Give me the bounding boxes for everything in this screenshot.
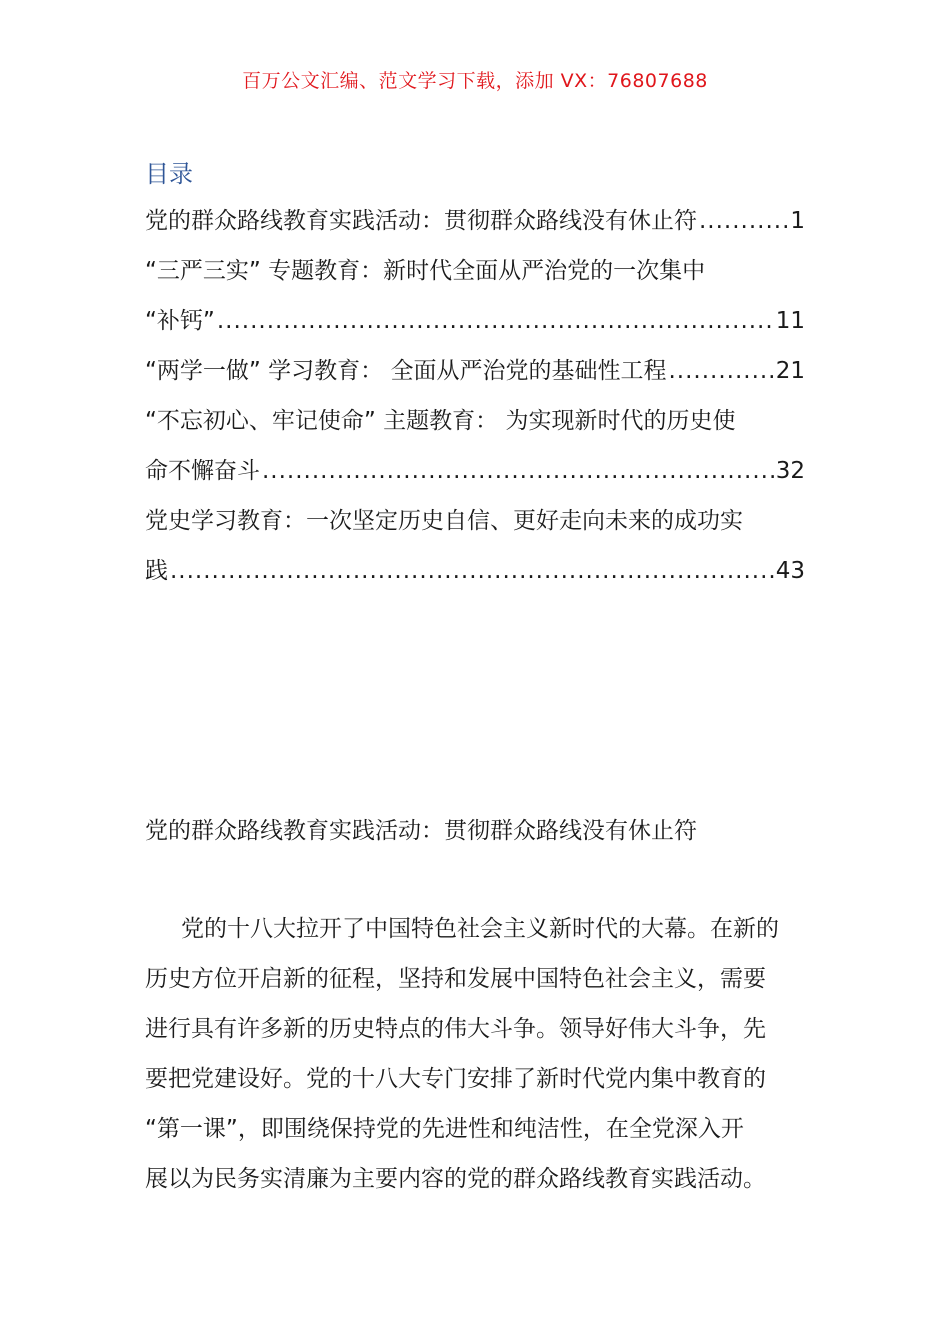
- paragraph-line: 要把党建设好。党的十八大专门安排了新时代党内集中教育的: [145, 1066, 766, 1092]
- section-heading: 党的群众路线教育实践活动：贯彻群众路线没有休止符: [145, 818, 697, 844]
- toc-leader-dots: [699, 196, 788, 246]
- toc-entry-text: 命不懈奋斗: [145, 458, 260, 484]
- paragraph-line: 党的十八大拉开了中国特色社会主义新时代的大幕。在新的: [181, 916, 779, 942]
- toc-entry-3[interactable]: [145, 346, 805, 396]
- toc-entry-4-cont[interactable]: [145, 446, 805, 496]
- toc-leader-dots: [262, 446, 774, 496]
- toc-entry-5[interactable]: [145, 496, 805, 546]
- toc-entry-text: “三严三实” 专题教育：新时代全面从严治党的一次集中: [145, 258, 706, 284]
- toc-page-number: 21: [775, 358, 805, 384]
- toc-entry-text: 践: [145, 558, 168, 584]
- toc-leader-dots: [668, 346, 773, 396]
- paragraph-line: 展以为民务实清廉为主要内容的党的群众路线教育实践活动。: [145, 1166, 766, 1192]
- toc-page-number: 1: [790, 208, 805, 234]
- toc-leader-dots: [170, 546, 774, 596]
- toc-page-number: 43: [775, 558, 805, 584]
- toc-entry-2-cont[interactable]: [145, 296, 805, 346]
- paragraph-line: 进行具有许多新的历史特点的伟大斗争。领导好伟大斗争，先: [145, 1016, 766, 1042]
- paragraph-line: 历史方位开启新的征程，坚持和发展中国特色社会主义，需要: [145, 966, 766, 992]
- toc-page-number: 32: [775, 458, 805, 484]
- toc-entry-text: “补钙”: [145, 308, 215, 334]
- table-of-contents: [145, 196, 805, 596]
- toc-entry-text: “不忘初心、牢记使命” 主题教育： 为实现新时代的历史使: [145, 408, 736, 434]
- toc-entry-text: “两学一做” 学习教育： 全面从严治党的基础性工程: [145, 358, 667, 384]
- toc-entry-1[interactable]: [145, 196, 805, 246]
- toc-entry-text: 党史学习教育：一次坚定历史自信、更好走向未来的成功实: [145, 508, 743, 534]
- toc-entry-4[interactable]: [145, 396, 805, 446]
- watermark-header: 百万公文汇编、范文学习下载，添加 VX：76807688: [242, 70, 708, 92]
- toc-leader-dots: [217, 296, 774, 346]
- toc-title: 目录: [145, 160, 193, 188]
- toc-page-number: 11: [775, 308, 805, 334]
- paragraph-line: “第一课”，即围绕保持党的先进性和纯洁性，在全党深入开: [145, 1116, 744, 1142]
- toc-entry-5-cont[interactable]: [145, 546, 805, 596]
- body-paragraph: [145, 904, 807, 1204]
- toc-entry-text: 党的群众路线教育实践活动：贯彻群众路线没有休止符: [145, 208, 697, 234]
- toc-entry-2[interactable]: [145, 246, 805, 296]
